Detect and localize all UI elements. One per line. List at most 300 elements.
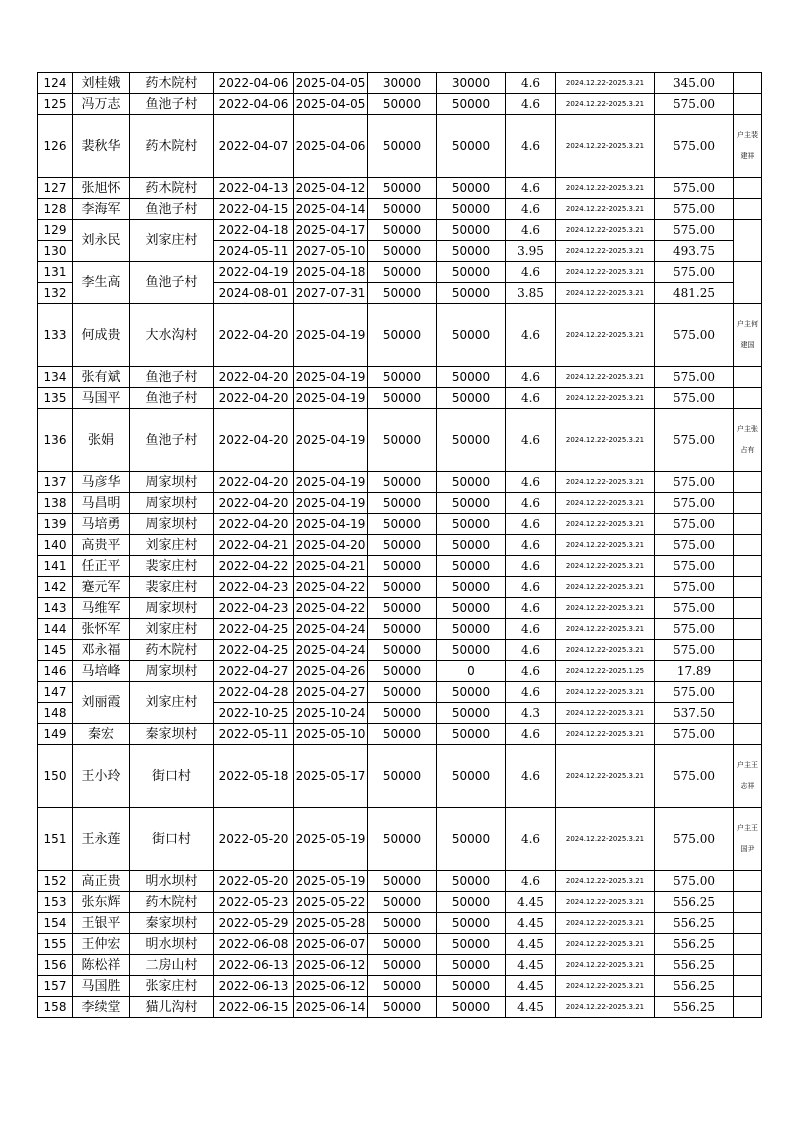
table-row (38, 367, 762, 388)
interest-rate: 4.6 (506, 472, 556, 493)
borrower-name: 王银平 (73, 913, 130, 934)
village-name: 裴家庄村 (130, 556, 214, 577)
loan-balance: 50000 (437, 514, 506, 535)
borrower-name: 张旭怀 (73, 178, 130, 199)
row-number: 141 (38, 556, 73, 577)
interest-rate: 4.6 (506, 535, 556, 556)
loan-end-date: 2025-04-20 (294, 535, 368, 556)
table-row (38, 640, 762, 661)
borrower-name: 高正贵 (73, 871, 130, 892)
interest-rate: 4.6 (506, 367, 556, 388)
row-number: 154 (38, 913, 73, 934)
borrower-name: 张怀军 (73, 619, 130, 640)
loan-start-date: 2022-05-29 (214, 913, 294, 934)
loan-start-date: 2022-04-18 (214, 220, 294, 241)
interest-amount: 575.00 (655, 388, 734, 409)
interest-rate: 4.3 (506, 703, 556, 724)
remark-cell (734, 661, 762, 682)
interest-rate: 4.45 (506, 976, 556, 997)
loan-end-date: 2025-10-24 (294, 703, 368, 724)
row-number: 149 (38, 724, 73, 745)
loan-balance: 0 (437, 661, 506, 682)
loan-start-date: 2022-05-20 (214, 808, 294, 871)
loan-amount: 50000 (368, 388, 437, 409)
village-name: 猫儿沟村 (130, 997, 214, 1018)
row-number: 132 (38, 283, 73, 304)
remark-cell (734, 997, 762, 1018)
table-row (38, 535, 762, 556)
remark-cell (734, 598, 762, 619)
remark-cell: 户主裴建祥 (734, 115, 762, 178)
borrower-name: 王永莲 (73, 808, 130, 871)
village-name: 大水沟村 (130, 304, 214, 367)
remark-cell (734, 493, 762, 514)
loan-start-date: 2022-05-23 (214, 892, 294, 913)
loan-balance: 50000 (437, 283, 506, 304)
loan-balance: 50000 (437, 304, 506, 367)
borrower-name: 李续堂 (73, 997, 130, 1018)
loan-end-date: 2025-06-12 (294, 955, 368, 976)
interest-amount: 575.00 (655, 724, 734, 745)
table-row (38, 682, 762, 703)
row-number: 128 (38, 199, 73, 220)
row-number: 127 (38, 178, 73, 199)
loan-start-date: 2022-04-13 (214, 178, 294, 199)
table-row (38, 661, 762, 682)
row-number: 145 (38, 640, 73, 661)
table-row (38, 199, 762, 220)
loan-amount: 50000 (368, 997, 437, 1018)
table-row (38, 472, 762, 493)
table-row (38, 955, 762, 976)
village-name: 明水坝村 (130, 934, 214, 955)
interest-amount: 493.75 (655, 241, 734, 262)
loan-amount: 50000 (368, 976, 437, 997)
loan-amount: 50000 (368, 808, 437, 871)
loan-amount: 50000 (368, 304, 437, 367)
loan-balance: 50000 (437, 535, 506, 556)
village-name: 鱼池子村 (130, 94, 214, 115)
interest-amount: 575.00 (655, 115, 734, 178)
loan-balance: 50000 (437, 871, 506, 892)
village-name: 鱼池子村 (130, 409, 214, 472)
loan-start-date: 2022-10-25 (214, 703, 294, 724)
interest-period: 2024.12.22-2025.3.21 (556, 367, 655, 388)
village-name: 刘家庄村 (130, 682, 214, 724)
village-name: 周家坝村 (130, 514, 214, 535)
remark-cell (734, 535, 762, 556)
loan-balance: 30000 (437, 73, 506, 94)
interest-period: 2024.12.22-2025.3.21 (556, 997, 655, 1018)
loan-amount: 50000 (368, 94, 437, 115)
interest-period: 2024.12.22-2025.3.21 (556, 199, 655, 220)
loan-balance: 50000 (437, 178, 506, 199)
village-name: 药木院村 (130, 178, 214, 199)
borrower-name: 刘永民 (73, 220, 130, 262)
interest-period: 2024.12.22-2025.3.21 (556, 556, 655, 577)
table-row (38, 220, 762, 241)
village-name: 药木院村 (130, 892, 214, 913)
loan-amount: 50000 (368, 472, 437, 493)
loan-amount: 50000 (368, 619, 437, 640)
interest-period: 2024.12.22-2025.3.21 (556, 703, 655, 724)
borrower-name: 张有斌 (73, 367, 130, 388)
loan-end-date: 2025-04-22 (294, 577, 368, 598)
row-number: 138 (38, 493, 73, 514)
loan-end-date: 2025-04-19 (294, 514, 368, 535)
loan-balance: 50000 (437, 724, 506, 745)
interest-rate: 4.6 (506, 388, 556, 409)
remark-cell (734, 388, 762, 409)
row-number: 136 (38, 409, 73, 472)
village-name: 裴家庄村 (130, 577, 214, 598)
loan-amount: 50000 (368, 577, 437, 598)
interest-amount: 575.00 (655, 262, 734, 283)
interest-rate: 4.6 (506, 514, 556, 535)
table-row (38, 619, 762, 640)
loan-balance: 50000 (437, 913, 506, 934)
borrower-name: 何成贵 (73, 304, 130, 367)
remark-cell (734, 178, 762, 199)
borrower-name: 马国胜 (73, 976, 130, 997)
loan-end-date: 2025-04-22 (294, 598, 368, 619)
loan-end-date: 2025-04-24 (294, 619, 368, 640)
interest-period: 2024.12.22-2025.1.25 (556, 661, 655, 682)
loan-end-date: 2025-04-24 (294, 640, 368, 661)
row-number: 142 (38, 577, 73, 598)
remark-cell (734, 976, 762, 997)
interest-amount: 575.00 (655, 598, 734, 619)
interest-rate: 4.6 (506, 304, 556, 367)
row-number: 153 (38, 892, 73, 913)
loan-start-date: 2022-06-15 (214, 997, 294, 1018)
table-row (38, 724, 762, 745)
loan-balance: 50000 (437, 94, 506, 115)
loan-amount: 50000 (368, 724, 437, 745)
loan-start-date: 2022-04-19 (214, 262, 294, 283)
row-number: 134 (38, 367, 73, 388)
interest-amount: 575.00 (655, 493, 734, 514)
interest-period: 2024.12.22-2025.3.21 (556, 745, 655, 808)
row-number: 157 (38, 976, 73, 997)
table-row (38, 598, 762, 619)
loan-amount: 30000 (368, 73, 437, 94)
loan-balance: 50000 (437, 556, 506, 577)
loan-start-date: 2022-06-13 (214, 976, 294, 997)
loan-amount: 50000 (368, 955, 437, 976)
row-number: 135 (38, 388, 73, 409)
table-row (38, 304, 762, 367)
village-name: 秦家坝村 (130, 913, 214, 934)
loan-start-date: 2022-04-06 (214, 94, 294, 115)
remark-cell (734, 94, 762, 115)
loan-end-date: 2025-04-18 (294, 262, 368, 283)
interest-amount: 575.00 (655, 514, 734, 535)
loan-start-date: 2022-04-27 (214, 661, 294, 682)
loan-amount: 50000 (368, 661, 437, 682)
interest-period: 2024.12.22-2025.3.21 (556, 955, 655, 976)
loan-amount: 50000 (368, 241, 437, 262)
row-number: 152 (38, 871, 73, 892)
interest-rate: 4.45 (506, 934, 556, 955)
village-name: 药木院村 (130, 73, 214, 94)
remark-cell (734, 367, 762, 388)
loan-amount: 50000 (368, 871, 437, 892)
loan-start-date: 2022-04-20 (214, 472, 294, 493)
table-row (38, 808, 762, 871)
row-number: 144 (38, 619, 73, 640)
row-number: 137 (38, 472, 73, 493)
loan-amount: 50000 (368, 745, 437, 808)
interest-amount: 575.00 (655, 367, 734, 388)
loan-start-date: 2022-04-20 (214, 514, 294, 535)
interest-rate: 4.6 (506, 724, 556, 745)
row-number: 158 (38, 997, 73, 1018)
remark-cell (734, 892, 762, 913)
interest-rate: 4.6 (506, 577, 556, 598)
interest-rate: 4.6 (506, 745, 556, 808)
loan-amount: 50000 (368, 703, 437, 724)
village-name: 鱼池子村 (130, 199, 214, 220)
interest-period: 2024.12.22-2025.3.21 (556, 409, 655, 472)
loan-balance: 50000 (437, 808, 506, 871)
loan-amount: 50000 (368, 514, 437, 535)
remark-cell (734, 514, 762, 535)
interest-rate: 4.6 (506, 556, 556, 577)
loan-amount: 50000 (368, 409, 437, 472)
loan-amount: 50000 (368, 199, 437, 220)
interest-amount: 556.25 (655, 892, 734, 913)
borrower-name: 马昌明 (73, 493, 130, 514)
loan-balance: 50000 (437, 220, 506, 241)
loan-end-date: 2027-07-31 (294, 283, 368, 304)
interest-period: 2024.12.22-2025.3.21 (556, 262, 655, 283)
table-row (38, 388, 762, 409)
borrower-name: 马国平 (73, 388, 130, 409)
interest-amount: 481.25 (655, 283, 734, 304)
row-number: 131 (38, 262, 73, 283)
interest-rate: 4.45 (506, 913, 556, 934)
borrower-name: 马维军 (73, 598, 130, 619)
loan-amount: 50000 (368, 220, 437, 241)
borrower-name: 马培峰 (73, 661, 130, 682)
remark-cell: 户主张占有 (734, 409, 762, 472)
interest-rate: 4.45 (506, 955, 556, 976)
interest-amount: 575.00 (655, 871, 734, 892)
loan-start-date: 2022-04-20 (214, 388, 294, 409)
borrower-name: 邓永福 (73, 640, 130, 661)
village-name: 鱼池子村 (130, 367, 214, 388)
interest-period: 2024.12.22-2025.3.21 (556, 94, 655, 115)
village-name: 街口村 (130, 808, 214, 871)
interest-rate: 4.6 (506, 493, 556, 514)
loan-end-date: 2025-04-19 (294, 304, 368, 367)
row-number: 126 (38, 115, 73, 178)
loan-start-date: 2022-06-08 (214, 934, 294, 955)
loan-start-date: 2022-04-22 (214, 556, 294, 577)
loan-balance: 50000 (437, 934, 506, 955)
interest-amount: 556.25 (655, 913, 734, 934)
loan-end-date: 2025-04-14 (294, 199, 368, 220)
row-number: 125 (38, 94, 73, 115)
row-number: 155 (38, 934, 73, 955)
loan-balance: 50000 (437, 682, 506, 703)
loan-balance: 50000 (437, 367, 506, 388)
borrower-name: 秦宏 (73, 724, 130, 745)
row-number: 124 (38, 73, 73, 94)
interest-period: 2024.12.22-2025.3.21 (556, 619, 655, 640)
interest-rate: 4.6 (506, 94, 556, 115)
loan-amount: 50000 (368, 178, 437, 199)
loan-amount: 50000 (368, 283, 437, 304)
interest-period: 2024.12.22-2025.3.21 (556, 976, 655, 997)
loan-interest-table (37, 72, 762, 1018)
remark-cell: 户主王志祥 (734, 745, 762, 808)
interest-amount: 575.00 (655, 535, 734, 556)
table-row (38, 73, 762, 94)
row-number: 139 (38, 514, 73, 535)
loan-amount: 50000 (368, 598, 437, 619)
table-row (38, 934, 762, 955)
interest-amount: 556.25 (655, 997, 734, 1018)
remark-cell (734, 577, 762, 598)
loan-end-date: 2025-05-28 (294, 913, 368, 934)
loan-amount: 50000 (368, 115, 437, 178)
interest-amount: 575.00 (655, 556, 734, 577)
loan-balance: 50000 (437, 955, 506, 976)
remark-cell (734, 73, 762, 94)
interest-period: 2024.12.22-2025.3.21 (556, 913, 655, 934)
interest-period: 2024.12.22-2025.3.21 (556, 241, 655, 262)
loan-end-date: 2025-05-22 (294, 892, 368, 913)
loan-start-date: 2022-04-25 (214, 619, 294, 640)
village-name: 二房山村 (130, 955, 214, 976)
table-row (38, 577, 762, 598)
loan-amount: 50000 (368, 493, 437, 514)
interest-rate: 3.85 (506, 283, 556, 304)
interest-rate: 4.6 (506, 871, 556, 892)
interest-period: 2024.12.22-2025.3.21 (556, 220, 655, 241)
loan-balance: 50000 (437, 199, 506, 220)
row-number: 143 (38, 598, 73, 619)
remark-cell (734, 220, 762, 262)
remark-cell: 户主王国尹 (734, 808, 762, 871)
loan-start-date: 2022-04-06 (214, 73, 294, 94)
loan-start-date: 2022-05-20 (214, 871, 294, 892)
interest-period: 2024.12.22-2025.3.21 (556, 682, 655, 703)
loan-start-date: 2022-05-11 (214, 724, 294, 745)
loan-end-date: 2025-04-19 (294, 472, 368, 493)
loan-end-date: 2025-06-12 (294, 976, 368, 997)
interest-rate: 4.6 (506, 199, 556, 220)
loan-start-date: 2022-04-20 (214, 493, 294, 514)
table-row (38, 997, 762, 1018)
interest-period: 2024.12.22-2025.3.21 (556, 934, 655, 955)
remark-cell (734, 199, 762, 220)
interest-amount: 575.00 (655, 94, 734, 115)
village-name: 秦家坝村 (130, 724, 214, 745)
loan-end-date: 2025-04-19 (294, 409, 368, 472)
remark-cell (734, 556, 762, 577)
remark-cell (734, 934, 762, 955)
table-row (38, 745, 762, 808)
interest-amount: 575.00 (655, 640, 734, 661)
borrower-name: 任正平 (73, 556, 130, 577)
interest-rate: 4.6 (506, 661, 556, 682)
loan-end-date: 2025-04-06 (294, 115, 368, 178)
interest-amount: 575.00 (655, 619, 734, 640)
loan-end-date: 2025-04-19 (294, 388, 368, 409)
interest-period: 2024.12.22-2025.3.21 (556, 640, 655, 661)
interest-rate: 4.6 (506, 808, 556, 871)
loan-amount: 50000 (368, 913, 437, 934)
village-name: 街口村 (130, 745, 214, 808)
row-number: 151 (38, 808, 73, 871)
loan-end-date: 2025-04-27 (294, 682, 368, 703)
village-name: 周家坝村 (130, 661, 214, 682)
loan-end-date: 2025-04-05 (294, 94, 368, 115)
loan-start-date: 2022-04-20 (214, 304, 294, 367)
village-name: 周家坝村 (130, 493, 214, 514)
remark-cell (734, 682, 762, 724)
loan-balance: 50000 (437, 745, 506, 808)
loan-amount: 50000 (368, 682, 437, 703)
loan-start-date: 2022-06-13 (214, 955, 294, 976)
loan-balance: 50000 (437, 598, 506, 619)
row-number: 133 (38, 304, 73, 367)
village-name: 周家坝村 (130, 472, 214, 493)
interest-rate: 4.6 (506, 682, 556, 703)
loan-end-date: 2025-04-21 (294, 556, 368, 577)
interest-amount: 575.00 (655, 577, 734, 598)
loan-start-date: 2024-05-11 (214, 241, 294, 262)
interest-rate: 4.45 (506, 997, 556, 1018)
loan-start-date: 2022-04-20 (214, 409, 294, 472)
table-row (38, 115, 762, 178)
interest-amount: 537.50 (655, 703, 734, 724)
village-name: 药木院村 (130, 115, 214, 178)
row-number: 146 (38, 661, 73, 682)
borrower-name: 王仲宏 (73, 934, 130, 955)
interest-rate: 4.45 (506, 892, 556, 913)
remark-cell (734, 724, 762, 745)
loan-amount: 50000 (368, 556, 437, 577)
loan-balance: 50000 (437, 976, 506, 997)
village-name: 刘家庄村 (130, 535, 214, 556)
loan-balance: 50000 (437, 115, 506, 178)
loan-end-date: 2025-06-14 (294, 997, 368, 1018)
loan-start-date: 2022-05-18 (214, 745, 294, 808)
interest-rate: 4.6 (506, 409, 556, 472)
borrower-name: 冯万志 (73, 94, 130, 115)
loan-end-date: 2025-04-12 (294, 178, 368, 199)
interest-amount: 556.25 (655, 976, 734, 997)
remark-cell (734, 955, 762, 976)
loan-end-date: 2027-05-10 (294, 241, 368, 262)
interest-amount: 575.00 (655, 199, 734, 220)
loan-amount: 50000 (368, 367, 437, 388)
loan-start-date: 2022-04-15 (214, 199, 294, 220)
loan-amount: 50000 (368, 535, 437, 556)
interest-period: 2024.12.22-2025.3.21 (556, 283, 655, 304)
interest-amount: 575.00 (655, 808, 734, 871)
loan-balance: 50000 (437, 640, 506, 661)
loan-end-date: 2025-04-26 (294, 661, 368, 682)
loan-start-date: 2022-04-25 (214, 640, 294, 661)
interest-period: 2024.12.22-2025.3.21 (556, 808, 655, 871)
village-name: 药木院村 (130, 640, 214, 661)
interest-period: 2024.12.22-2025.3.21 (556, 892, 655, 913)
